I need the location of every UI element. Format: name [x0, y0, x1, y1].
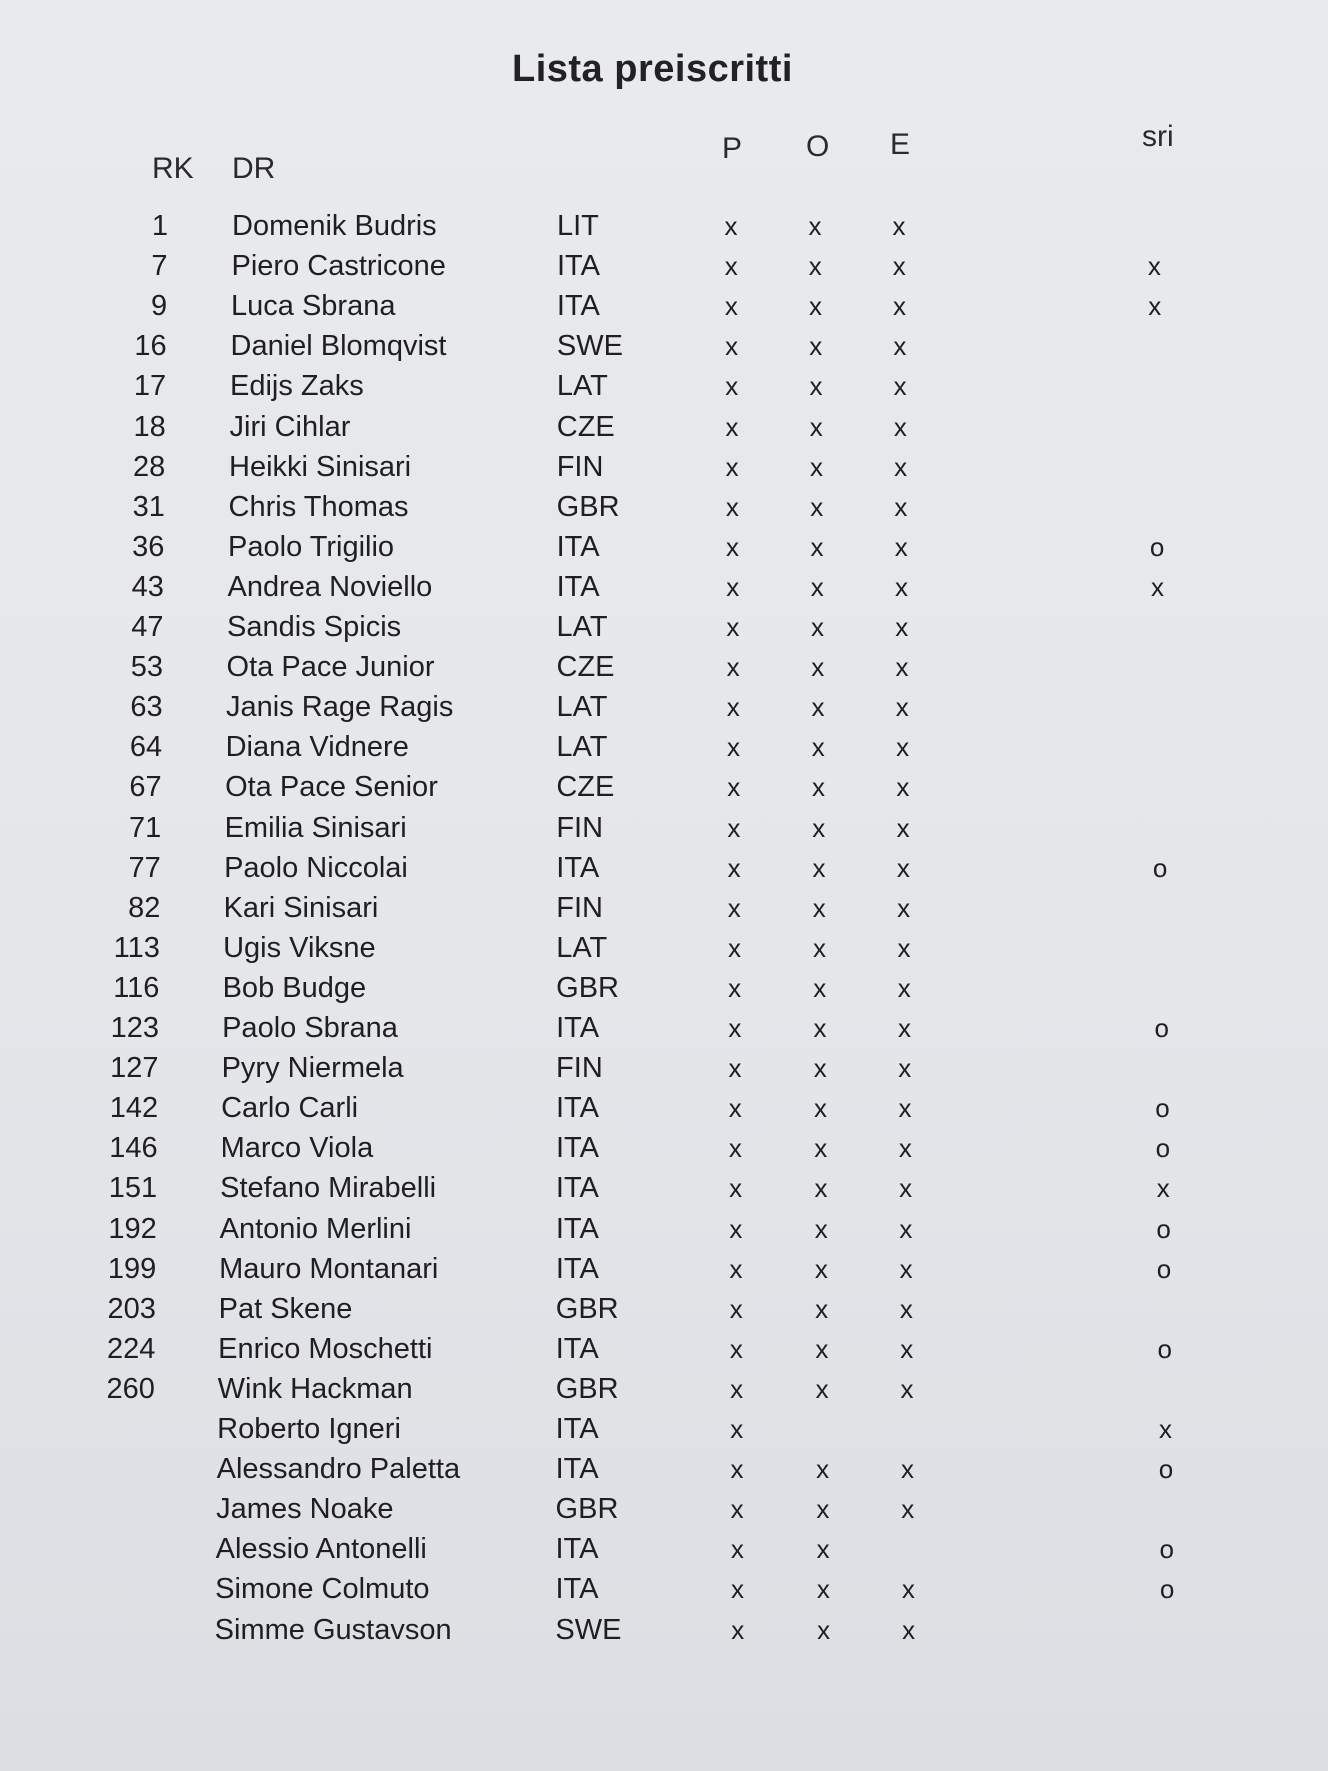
table-row — [0, 366, 1328, 406]
p-mark: x — [730, 1373, 744, 1404]
o-mark: x — [814, 1133, 828, 1164]
nation-cell: CZE — [556, 410, 615, 443]
table-row — [0, 246, 1328, 286]
e-mark: x — [893, 331, 907, 362]
table-row — [0, 1329, 1328, 1369]
o-mark: x — [808, 291, 822, 322]
table-row — [0, 848, 1328, 888]
table-row — [0, 808, 1328, 848]
p-mark: x — [725, 411, 739, 442]
sri-mark: o — [1155, 1133, 1171, 1164]
rank-cell: 142 — [109, 1092, 159, 1125]
driver-name: Simme Gustavson — [214, 1613, 452, 1646]
table-row — [0, 968, 1328, 1008]
driver-name: Ota Pace Senior — [225, 771, 438, 804]
nation-cell: ITA — [555, 1332, 599, 1365]
p-mark: x — [731, 1574, 745, 1605]
nation-cell: ITA — [555, 1132, 599, 1165]
table-row — [0, 1168, 1328, 1208]
table-row — [0, 1409, 1328, 1449]
driver-name: Luca Sbrana — [231, 290, 396, 323]
p-mark: x — [727, 852, 741, 883]
driver-name: Janis Rage Ragis — [226, 691, 454, 724]
rank-cell: 16 — [134, 330, 167, 363]
o-mark: x — [811, 652, 825, 683]
driver-name: Piero Castricone — [231, 250, 446, 283]
o-mark: x — [815, 1373, 829, 1404]
nation-cell: ITA — [556, 851, 600, 884]
rank-cell: 260 — [106, 1372, 155, 1405]
rank-cell: 146 — [109, 1132, 158, 1165]
nation-cell: ITA — [555, 1252, 599, 1285]
rank-cell: 67 — [129, 771, 162, 804]
p-mark: x — [725, 491, 739, 522]
e-mark: x — [892, 251, 906, 282]
table-row — [0, 1209, 1328, 1249]
table-row — [0, 1610, 1328, 1650]
driver-name: Chris Thomas — [228, 490, 409, 523]
o-mark: x — [815, 1333, 829, 1364]
rank-cell: 31 — [132, 490, 165, 523]
driver-name: Ugis Viksne — [223, 931, 376, 964]
driver-name: Stefano Mirabelli — [220, 1172, 437, 1205]
nation-cell: ITA — [555, 1453, 599, 1486]
p-mark: x — [728, 1053, 742, 1084]
driver-name: Diana Vidnere — [225, 731, 409, 764]
p-mark: x — [726, 571, 740, 602]
table-row — [0, 767, 1328, 807]
nation-cell: FIN — [556, 450, 604, 483]
driver-name: Emilia Sinisari — [224, 811, 407, 844]
e-mark: x — [898, 1053, 912, 1084]
nation-cell: ITA — [555, 1533, 599, 1566]
table-row — [0, 447, 1328, 487]
p-mark: x — [729, 1253, 743, 1284]
e-mark: x — [894, 531, 908, 562]
p-mark: x — [725, 451, 739, 482]
o-mark: x — [811, 732, 825, 763]
e-mark: x — [902, 1614, 916, 1645]
rank-cell: 224 — [107, 1332, 156, 1365]
o-mark: x — [809, 331, 823, 362]
o-mark: x — [813, 1053, 827, 1084]
sri-mark: x — [1156, 1173, 1170, 1204]
table-row — [0, 1289, 1328, 1329]
nation-cell: SWE — [556, 330, 623, 363]
e-mark: x — [894, 571, 908, 602]
table-row — [0, 206, 1328, 246]
sri-mark: o — [1158, 1454, 1174, 1485]
o-mark: x — [811, 772, 825, 803]
sri-mark: x — [1150, 571, 1164, 602]
e-mark: x — [893, 291, 907, 322]
rank-cell: 18 — [133, 410, 166, 443]
header-e: E — [890, 128, 911, 161]
table-row — [0, 607, 1328, 647]
table-row — [0, 1449, 1328, 1489]
p-mark: x — [729, 1173, 743, 1204]
o-mark: x — [809, 451, 823, 482]
e-mark: x — [895, 652, 909, 683]
nation-cell: LAT — [556, 370, 608, 403]
nation-cell: FIN — [556, 1052, 603, 1085]
o-mark: x — [816, 1574, 830, 1605]
e-mark: x — [896, 732, 910, 763]
driver-name: Andrea Noviello — [227, 570, 433, 603]
nation-cell: ITA — [556, 1092, 599, 1125]
page-title: Lista preiscritti — [512, 48, 793, 90]
driver-name: Pyry Niermela — [221, 1052, 404, 1085]
table-row — [0, 1249, 1328, 1289]
driver-name: Sandis Spicis — [227, 611, 402, 643]
driver-name: Enrico Moschetti — [218, 1332, 433, 1365]
p-mark: x — [728, 972, 742, 1003]
table-row — [0, 326, 1328, 366]
o-mark: x — [813, 1093, 827, 1124]
nation-cell: GBR — [555, 1493, 619, 1526]
sri-mark: o — [1156, 1253, 1172, 1284]
sri-mark: o — [1157, 1333, 1172, 1364]
driver-name: Wink Hackman — [217, 1372, 413, 1405]
sri-mark: o — [1159, 1534, 1174, 1565]
p-mark: x — [725, 331, 739, 362]
sri-mark: o — [1154, 1013, 1169, 1043]
sri-mark: x — [1148, 291, 1162, 322]
e-mark: x — [899, 1213, 913, 1244]
e-mark: x — [898, 1093, 912, 1124]
driver-name: Mauro Montanari — [219, 1252, 439, 1285]
p-mark: x — [726, 612, 740, 642]
table-row — [0, 567, 1328, 607]
header-o: O — [806, 130, 830, 163]
e-mark: x — [895, 692, 909, 723]
table-row — [0, 1128, 1328, 1168]
nation-cell: GBR — [555, 1292, 619, 1325]
p-mark: x — [724, 291, 738, 322]
table-row — [0, 407, 1328, 447]
table-row — [0, 1489, 1328, 1529]
sri-mark: x — [1147, 251, 1161, 282]
e-mark: x — [900, 1333, 914, 1364]
rank-cell: 47 — [131, 611, 164, 643]
driver-name: Ota Pace Junior — [226, 651, 435, 684]
nation-cell: FIN — [556, 891, 603, 924]
p-mark: x — [727, 732, 740, 763]
nation-cell: ITA — [556, 1012, 600, 1044]
rank-cell: 28 — [133, 450, 166, 483]
table-row — [0, 687, 1328, 727]
nation-cell: LAT — [556, 611, 608, 643]
p-mark: x — [724, 211, 738, 241]
e-mark: x — [898, 1133, 912, 1164]
nation-cell: CZE — [556, 651, 615, 684]
table-row — [0, 888, 1328, 928]
driver-name: Heikki Sinisari — [229, 450, 412, 483]
driver-name: Alessandro Paletta — [216, 1453, 461, 1486]
table-row — [0, 527, 1328, 567]
table-row — [0, 727, 1328, 767]
e-mark: x — [894, 491, 908, 522]
rank-cell: 53 — [130, 651, 164, 684]
e-mark: x — [901, 1574, 915, 1605]
o-mark: x — [816, 1454, 830, 1485]
p-mark: x — [726, 531, 740, 562]
p-mark: x — [727, 812, 741, 843]
o-mark: x — [811, 692, 825, 723]
o-mark: x — [812, 932, 826, 963]
rank-cell: 36 — [132, 530, 165, 563]
header-p: P — [722, 132, 743, 165]
driver-name: Domenik Budris — [232, 210, 437, 242]
nation-cell: ITA — [556, 570, 600, 603]
rank-cell: 71 — [128, 811, 162, 844]
table-row — [0, 1048, 1328, 1088]
table-row — [0, 1088, 1328, 1128]
nation-cell: ITA — [556, 290, 600, 323]
p-mark: x — [726, 692, 740, 723]
driver-name: Daniel Blomqvist — [230, 330, 447, 363]
o-mark: x — [812, 852, 826, 883]
e-mark: x — [896, 772, 910, 803]
p-mark: x — [727, 892, 741, 923]
header-sri: sri — [1142, 120, 1174, 153]
e-mark: x — [892, 211, 906, 241]
driver-name: Kari Sinisari — [223, 891, 379, 924]
driver-name: Paolo Sbrana — [222, 1012, 398, 1044]
sri-mark: o — [1155, 1093, 1170, 1124]
p-mark: x — [729, 1213, 743, 1244]
nation-cell: LAT — [556, 931, 608, 964]
table-row — [0, 928, 1328, 968]
e-mark: x — [897, 972, 911, 1003]
o-mark: x — [808, 211, 822, 241]
p-mark: x — [731, 1614, 745, 1645]
o-mark: x — [817, 1614, 831, 1645]
rank-cell: 77 — [128, 851, 161, 884]
e-mark: x — [897, 932, 911, 963]
o-mark: x — [815, 1293, 829, 1324]
table-row — [0, 1008, 1328, 1048]
rank-cell: 199 — [107, 1252, 157, 1285]
rank-cell: 7 — [151, 250, 168, 283]
e-mark: x — [900, 1373, 914, 1404]
sri-mark: o — [1159, 1574, 1175, 1605]
e-mark: x — [894, 451, 908, 482]
driver-name: Jiri Cihlar — [229, 410, 351, 443]
header-rk: RK — [152, 152, 194, 185]
nation-cell: ITA — [555, 1172, 599, 1205]
p-mark: x — [730, 1494, 744, 1525]
table-row — [0, 647, 1328, 687]
p-mark: x — [728, 1093, 742, 1124]
nation-cell: LAT — [556, 691, 608, 724]
o-mark: x — [809, 411, 823, 442]
p-mark: x — [730, 1414, 744, 1444]
sri-mark: o — [1149, 531, 1165, 562]
driver-name: Edijs Zaks — [230, 370, 364, 403]
p-mark: x — [726, 652, 740, 683]
table-row — [0, 487, 1328, 527]
nation-cell: ITA — [555, 1212, 599, 1245]
rank-cell: 63 — [130, 691, 163, 724]
rank-cell: 43 — [131, 570, 164, 603]
nation-cell: LIT — [557, 210, 599, 242]
p-mark: x — [730, 1534, 744, 1565]
nation-cell: ITA — [556, 250, 600, 283]
rank-cell: 203 — [107, 1292, 156, 1325]
driver-name: James Noake — [216, 1493, 394, 1526]
e-mark: x — [897, 892, 911, 923]
o-mark: x — [812, 812, 826, 843]
nation-cell: GBR — [556, 971, 619, 1004]
nation-cell: SWE — [555, 1613, 622, 1646]
rank-cell: 192 — [108, 1212, 157, 1245]
rank-cell: 123 — [110, 1012, 159, 1044]
o-mark: x — [810, 612, 824, 642]
o-mark: x — [816, 1494, 830, 1525]
e-mark: x — [899, 1173, 913, 1204]
rank-cell: 127 — [110, 1052, 159, 1085]
driver-name: Bob Budge — [222, 971, 367, 1004]
e-mark: x — [901, 1454, 915, 1485]
o-mark: x — [812, 892, 826, 923]
driver-name: Antonio Merlini — [219, 1212, 412, 1245]
o-mark: x — [814, 1253, 828, 1284]
rank-cell: 9 — [150, 290, 168, 323]
p-mark: x — [728, 1013, 742, 1043]
o-mark: x — [814, 1213, 828, 1244]
table-row — [0, 1369, 1328, 1409]
e-mark: x — [901, 1494, 915, 1525]
rank-cell: 113 — [113, 931, 160, 964]
driver-name: Paolo Trigilio — [228, 530, 395, 563]
o-mark: x — [810, 491, 824, 522]
nation-cell: GBR — [555, 1372, 619, 1405]
e-mark: x — [898, 1013, 911, 1043]
nation-cell: FIN — [556, 811, 604, 844]
sri-mark: x — [1159, 1414, 1173, 1444]
driver-name: Roberto Igneri — [217, 1413, 401, 1445]
e-mark: x — [896, 812, 910, 843]
p-mark: x — [730, 1454, 744, 1485]
table-row — [0, 286, 1328, 326]
o-mark: x — [816, 1534, 830, 1565]
nation-cell: CZE — [556, 771, 615, 804]
p-mark: x — [729, 1293, 743, 1324]
p-mark: x — [725, 371, 739, 402]
o-mark: x — [814, 1173, 828, 1204]
nation-cell: LAT — [556, 731, 608, 764]
o-mark: x — [809, 371, 823, 402]
e-mark: x — [893, 371, 907, 402]
table-row — [0, 1569, 1328, 1609]
o-mark: x — [810, 531, 824, 562]
driver-name: Marco Viola — [220, 1132, 374, 1165]
e-mark: x — [899, 1293, 913, 1324]
o-mark: x — [810, 571, 824, 602]
nation-cell: ITA — [555, 1413, 599, 1445]
driver-name: Alessio Antonelli — [215, 1533, 427, 1566]
o-mark: x — [813, 972, 827, 1003]
e-mark: x — [893, 411, 907, 442]
driver-name: Pat Skene — [218, 1292, 353, 1325]
rank-cell: 1 — [151, 210, 168, 242]
driver-name: Paolo Niccolai — [224, 851, 408, 884]
p-mark: x — [724, 251, 738, 282]
p-mark: x — [728, 1133, 742, 1164]
rank-cell: 116 — [113, 971, 160, 1004]
e-mark: x — [895, 612, 909, 642]
p-mark: x — [727, 932, 741, 963]
rank-cell: 151 — [108, 1172, 158, 1205]
e-mark: x — [896, 852, 910, 883]
o-mark: x — [813, 1013, 827, 1043]
header-dr: DR — [232, 152, 276, 185]
o-mark: x — [808, 251, 822, 282]
nation-cell: ITA — [556, 530, 600, 563]
rank-cell: 82 — [128, 891, 161, 924]
nation-cell: ITA — [555, 1573, 599, 1606]
p-mark: x — [727, 772, 741, 803]
rank-cell: 64 — [129, 731, 163, 764]
sri-mark: o — [1156, 1213, 1171, 1244]
e-mark: x — [899, 1253, 913, 1284]
p-mark: x — [729, 1333, 743, 1364]
table-row — [0, 1529, 1328, 1569]
driver-name: Simone Colmuto — [215, 1573, 430, 1606]
nation-cell: GBR — [556, 490, 620, 523]
driver-name: Carlo Carli — [221, 1092, 359, 1125]
rank-cell: 17 — [133, 370, 167, 403]
sri-mark: o — [1152, 852, 1168, 883]
